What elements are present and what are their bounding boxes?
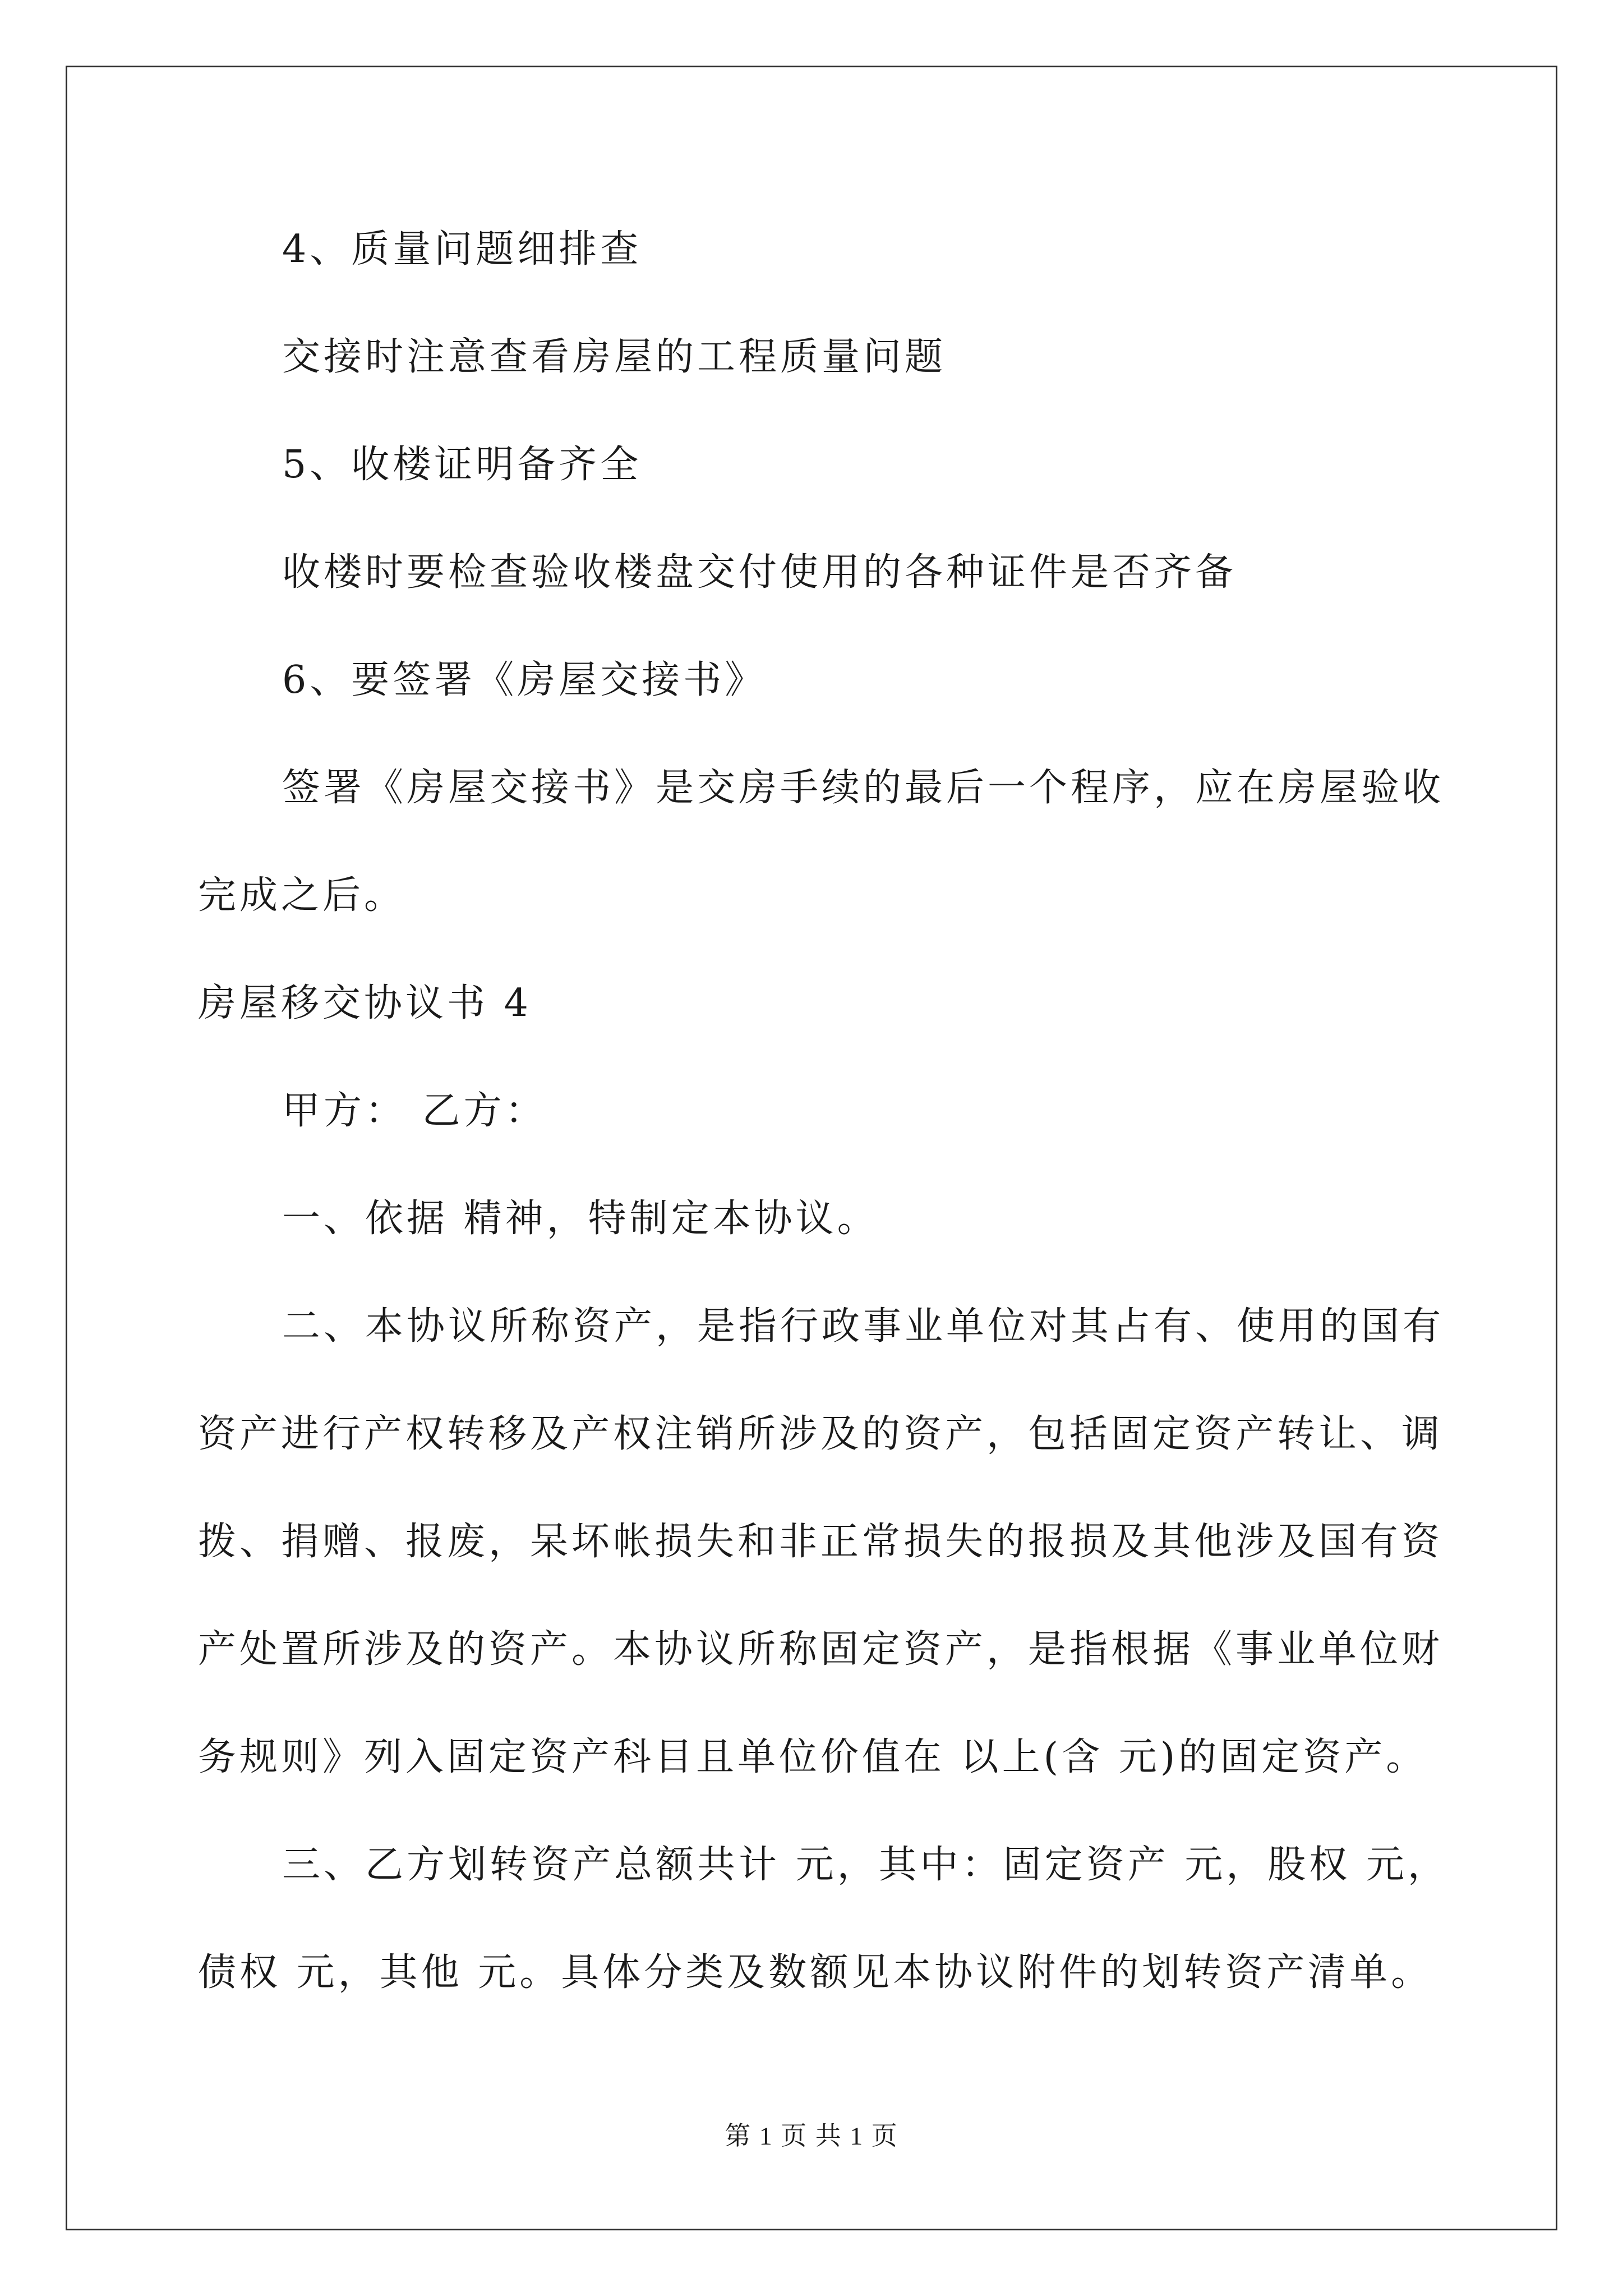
clause-2-line1: 二、本协议所称资产，是指行政事业单位对其占有、使用的国有 [282,1304,1445,1349]
clause-2-line5: 务规则》列入固定资产科目且单位价值在 以上(含 元)的固定资产。 [198,1735,1428,1779]
heading-certificates: 5、收楼证明备齐全 [282,443,642,487]
clause-2-line3: 拨、捐赠、报废，呆坏帐损失和非正常损失的报损及其他涉及国有资 [198,1520,1444,1564]
page-border [66,66,1557,2230]
paragraph-sign-handover-line1: 签署《房屋交接书》是交房手续的最后一个程序，应在房屋验收 [282,766,1445,810]
heading-quality-check: 4、质量问题细排查 [282,227,642,272]
parties-line: 甲方： 乙方： [282,1089,547,1133]
clause-2-line4: 产处置所涉及的资产。本协议所称固定资产，是指根据《事业单位财 [198,1627,1444,1672]
paragraph-certificates: 收楼时要检查验收楼盘交付使用的各种证件是否齐备 [282,550,1237,595]
paragraph-sign-handover-line2: 完成之后。 [198,873,406,918]
heading-sign-handover: 6、要签署《房屋交接书》 [282,658,767,702]
clause-3-line1: 三、乙方划转资产总额共计 元，其中：固定资产 元，股权 元， [282,1843,1449,1887]
clause-3-line2: 债权 元，其他 元。具体分类及数额见本协议附件的划转资产清单。 [198,1950,1433,1995]
page-footer: 第 1 页 共 1 页 [725,2122,898,2150]
clause-2-line2: 资产进行产权转移及产权注销所涉及的资产，包括固定资产转让、调 [198,1412,1444,1456]
section-title: 房屋移交协议书 4 [198,981,532,1025]
clause-1: 一、依据 精神，特制定本协议。 [282,1197,879,1241]
paragraph-quality-check: 交接时注意查看房屋的工程质量问题 [282,335,947,379]
